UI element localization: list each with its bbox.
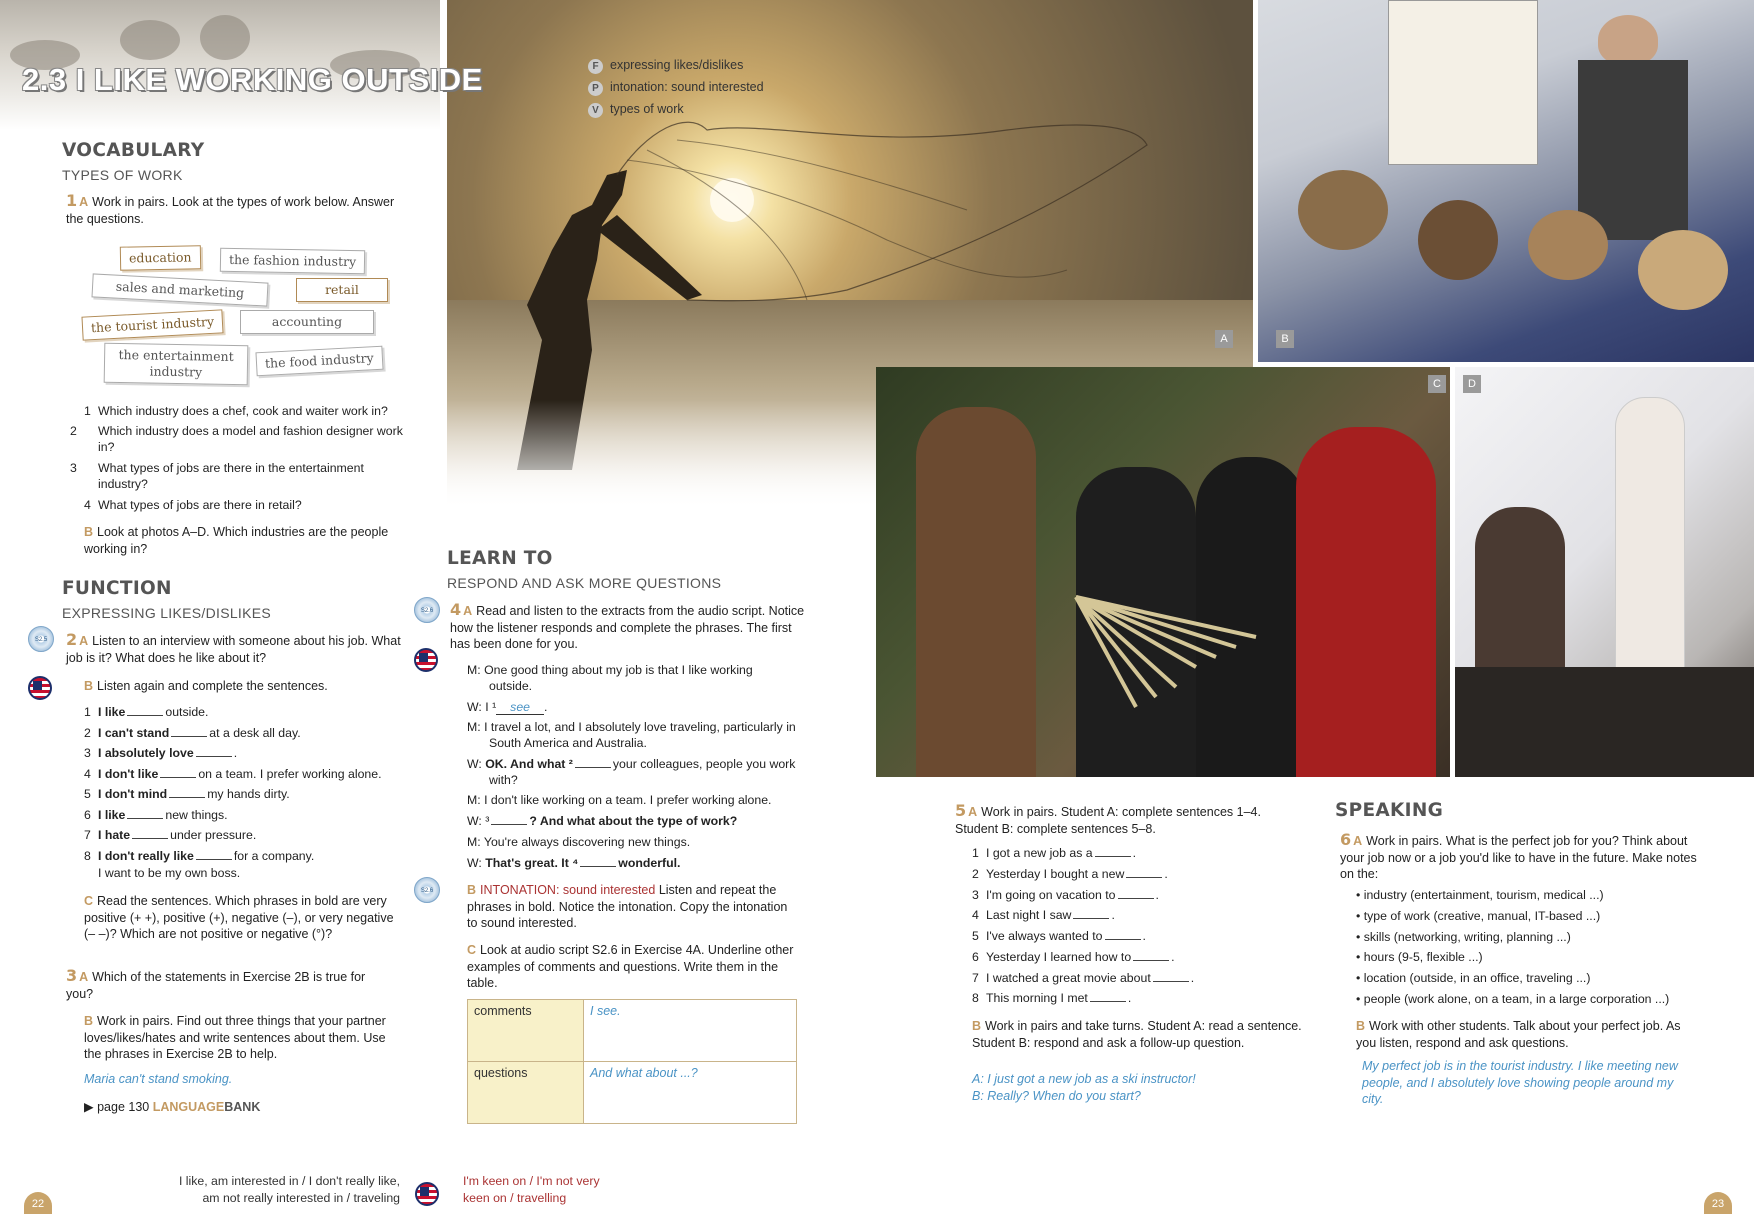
table-key-questions: questions	[468, 1062, 584, 1124]
play-arrow-icon: ▶	[84, 1100, 98, 1114]
photo-c-jungle-group	[876, 367, 1450, 777]
word-box-fashion: the fashion industry	[220, 248, 366, 275]
photo-tag-a: A	[1215, 330, 1233, 348]
function-heading: FUNCTION	[62, 578, 172, 599]
footer-us-line-1: I like, am interested in / I don't really like,	[178, 1174, 400, 1188]
table-value-questions[interactable]: And what about ...?	[584, 1062, 797, 1124]
ex5-sentence-6: 6 Yesterday I learned how to .	[972, 950, 1175, 964]
exercise-5a: 5 A Work in pairs. Student A: complete sentences 1–4. Student B: complete sentences 5–8.	[955, 801, 1261, 836]
example-b-line: B: Really? When do you start?	[972, 1089, 1141, 1103]
audio-cd-icon[interactable]: S2.6	[414, 877, 440, 903]
function-sentence-4: 4 I don't like on a team. I prefer working alone.	[84, 767, 382, 781]
example-a-line: A: I just got a new job as a ski instructor!	[972, 1072, 1196, 1086]
answer-blank[interactable]	[491, 814, 527, 825]
audio-cd-icon[interactable]: S2.5	[28, 626, 54, 652]
focus-item-f: F expressing likes/dislikes	[588, 58, 743, 74]
script-line-4: W: OK. And what ² your colleagues, people you work with?	[467, 757, 796, 787]
answer-blank[interactable]	[196, 849, 232, 860]
photo-tag-c: C	[1428, 375, 1446, 393]
page-number-left: 22	[24, 1192, 52, 1214]
answer-blank[interactable]	[1153, 971, 1189, 982]
word-box-sales: sales and marketing	[91, 273, 268, 306]
exercise-3a: 3 A Which of the statements in Exercise 2B is true for you?	[66, 966, 366, 1001]
table-row	[468, 1062, 797, 1124]
script-line-2: W: I ¹ see .	[467, 700, 548, 714]
speaking-bullet: • location (outside, in an office, traveling ...)	[1356, 971, 1591, 985]
answer-blank[interactable]	[127, 808, 163, 819]
function-sentence-8-line-2: I want to be my own boss.	[98, 866, 241, 880]
woven-strips	[876, 367, 1450, 777]
hundred-square-chart	[1388, 0, 1538, 165]
answer-blank[interactable]	[575, 757, 611, 768]
exercise-1a: 1 A Work in pairs. Look at the types of work below. Answer the questions.	[66, 191, 395, 226]
footer-us-line-2: am not really interested in / traveling	[202, 1191, 400, 1205]
speaking-bullet: • type of work (creative, manual, IT-based ...)	[1356, 909, 1601, 923]
comments-questions-table	[467, 999, 797, 1124]
word-box-tourist: the tourist industry	[81, 309, 223, 340]
page-number-right: 23	[1704, 1192, 1732, 1214]
exercise-2b: B Listen again and complete the sentences.	[84, 679, 328, 693]
script-line-7: M: You're always discovering new things.	[467, 835, 691, 849]
speaking-example: My perfect job is in the tourist industry. I like meeting new people, and I absolutely love showing people around my city.	[1362, 1059, 1678, 1106]
speaking-bullet: • industry (entertainment, tourism, medical ...)	[1356, 888, 1604, 902]
ex5-sentence-2: 2 Yesterday I bought a new .	[972, 867, 1168, 881]
ex5-sentence-8: 8 This morning I met .	[972, 991, 1132, 1005]
function-sentence-1: 1 I like outside.	[84, 705, 209, 719]
answer-blank[interactable]	[1073, 908, 1109, 919]
speaking-bullet: • hours (9-5, flexible ...)	[1356, 950, 1483, 964]
answer-blank[interactable]	[171, 726, 207, 737]
focus-item-p: P intonation: sound interested	[588, 80, 764, 96]
table-key-comments: comments	[468, 1000, 584, 1062]
exercise-3b: B Work in pairs. Find out three things that your partner loves/likes/hates and write sentences about them. Use the phrases in Exercise 2B to help.	[84, 1014, 386, 1061]
learn-to-subheading: RESPOND AND ASK MORE QUESTIONS	[447, 575, 722, 591]
word-box-accounting: accounting	[240, 310, 374, 334]
answer-blank[interactable]	[1090, 991, 1126, 1002]
vocabulary-heading: VOCABULARY	[62, 140, 205, 161]
vocab-question-2: 2 Which industry does a model and fashion designer work in?	[70, 424, 403, 454]
footer-uk-line-2: keen on / travelling	[463, 1191, 567, 1205]
answer-blank[interactable]	[1095, 846, 1131, 857]
learn-to-heading: LEARN TO	[447, 548, 553, 569]
word-box-food: the food industry	[255, 346, 383, 377]
exercise-6a: 6 A Work in pairs. What is the perfect job for you? Think about your job now or a job you'd like to have in the future. Make notes on the:	[1340, 830, 1697, 881]
us-flag-icon	[28, 676, 52, 700]
speaking-bullet: • skills (networking, writing, planning ...)	[1356, 930, 1571, 944]
table-row	[468, 1000, 797, 1062]
answer-blank[interactable]	[196, 746, 232, 757]
word-box-entertainment: the entertainment industry	[104, 343, 249, 386]
function-subheading: EXPRESSING LIKES/DISLIKES	[62, 605, 272, 621]
exercise-1b: B Look at photos A–D. Which industries are the people working in?	[84, 525, 389, 556]
exercise-2c: C Read the sentences. Which phrases in bold are very positive (+ +), positive (+), negative (–), or very negative (– –)? Which are not positive or negative (°)?	[84, 894, 394, 941]
function-sentence-3: 3 I absolutely love .	[84, 746, 238, 760]
answer-blank[interactable]	[1126, 867, 1162, 878]
audio-cd-icon[interactable]: S2.6	[414, 597, 440, 623]
function-sentence-6: 6 I like new things.	[84, 808, 228, 822]
vocabulary-subheading: TYPES OF WORK	[62, 167, 183, 183]
answer-blank[interactable]	[1118, 888, 1154, 899]
function-sentence-8: 8 I don't really like for a company.	[84, 849, 315, 863]
script-line-8: W: That's great. It ⁴ wonderful.	[467, 856, 681, 870]
ex5-sentence-3: 3 I'm going on vacation to .	[972, 888, 1159, 902]
focus-item-v: V types of work	[588, 102, 684, 118]
answer-blank[interactable]	[132, 828, 168, 839]
ex5-sentence-5: 5 I've always wanted to .	[972, 929, 1146, 943]
script-line-3: M: I travel a lot, and I absolutely love traveling, particularly in South America and Australia.	[467, 720, 796, 750]
function-sentence-7: 7 I hate under pressure.	[84, 828, 257, 842]
ex5-sentence-1: 1 I got a new job as a .	[972, 846, 1137, 860]
speaking-bullet: • people (work alone, on a team, in a large corporation ...)	[1356, 992, 1670, 1006]
vocab-question-3: 3 What types of jobs are there in the entertainment industry?	[70, 461, 364, 491]
footer-uk-line-1: I'm keen on / I'm not very	[463, 1174, 600, 1188]
us-flag-icon	[415, 1182, 439, 1206]
function-sentence-5: 5 I don't mind my hands dirty.	[84, 787, 290, 801]
lesson-title: 2.3 I LIKE WORKING OUTSIDE	[22, 62, 483, 97]
script-line-6: W: ³ ? And what about the type of work?	[467, 814, 738, 828]
ex5-sentence-4: 4 Last night I saw .	[972, 908, 1115, 922]
language-bank-link[interactable]: ▶ page 130 LANGUAGEBANK	[84, 1100, 261, 1114]
script-line-5: M: I don't like working on a team. I prefer working alone.	[467, 793, 772, 807]
answer-blank[interactable]	[1105, 929, 1141, 940]
answer-blank[interactable]	[169, 787, 205, 798]
vocab-question-4: 4 What types of jobs are there in retail?	[84, 498, 302, 512]
function-sentence-2: 2 I can't stand at a desk all day.	[84, 726, 301, 740]
exercise-2a: 2 A Listen to an interview with someone about his job. What job is it? What does he like about it?	[66, 630, 401, 665]
exercise-5b: B Work in pairs and take turns. Student A: read a sentence. Student B: respond and ask a follow-up question.	[972, 1019, 1302, 1050]
us-flag-icon	[414, 648, 438, 672]
teacher-head	[1598, 15, 1658, 65]
exercise-4b: B INTONATION: sound interested Listen and repeat the phrases in bold. Notice the intonation. Copy the intonation to sound interested.	[467, 883, 788, 930]
example-sentence: Maria can't stand smoking.	[84, 1072, 233, 1086]
answer-blank[interactable]	[127, 705, 163, 716]
answer-blank[interactable]	[160, 767, 196, 778]
answer-blank[interactable]	[580, 856, 616, 867]
exercise-6b: B Work with other students. Talk about your perfect job. As you listen, respond and ask questions.	[1356, 1019, 1681, 1050]
table-value-comments[interactable]: I see.	[584, 1000, 797, 1062]
exercise-4c: C Look at audio script S2.6 in Exercise 4A. Underline other examples of comments and questions. Write them in the table.	[467, 943, 794, 990]
photo-tag-b: B	[1276, 330, 1294, 348]
answer-blank[interactable]	[1133, 950, 1169, 961]
teacher-body	[1578, 60, 1688, 240]
word-box-education: education	[120, 245, 201, 270]
photo-tag-d: D	[1463, 375, 1481, 393]
photo-b-classroom	[1258, 0, 1754, 362]
speaking-heading: SPEAKING	[1335, 800, 1444, 821]
word-box-retail: retail	[296, 278, 388, 302]
ex5-sentence-7: 7 I watched a great movie about .	[972, 971, 1195, 985]
vocab-question-1: 1 Which industry does a chef, cook and waiter work in?	[84, 404, 388, 418]
photo-d-office-meeting	[1455, 367, 1754, 777]
script-line-1: M: One good thing about my job is that I like working outside.	[467, 663, 753, 693]
exercise-4a: 4 A Read and listen to the extracts from the audio script. Notice how the listener responds and complete the phrases. The first has been done for you.	[450, 600, 805, 651]
